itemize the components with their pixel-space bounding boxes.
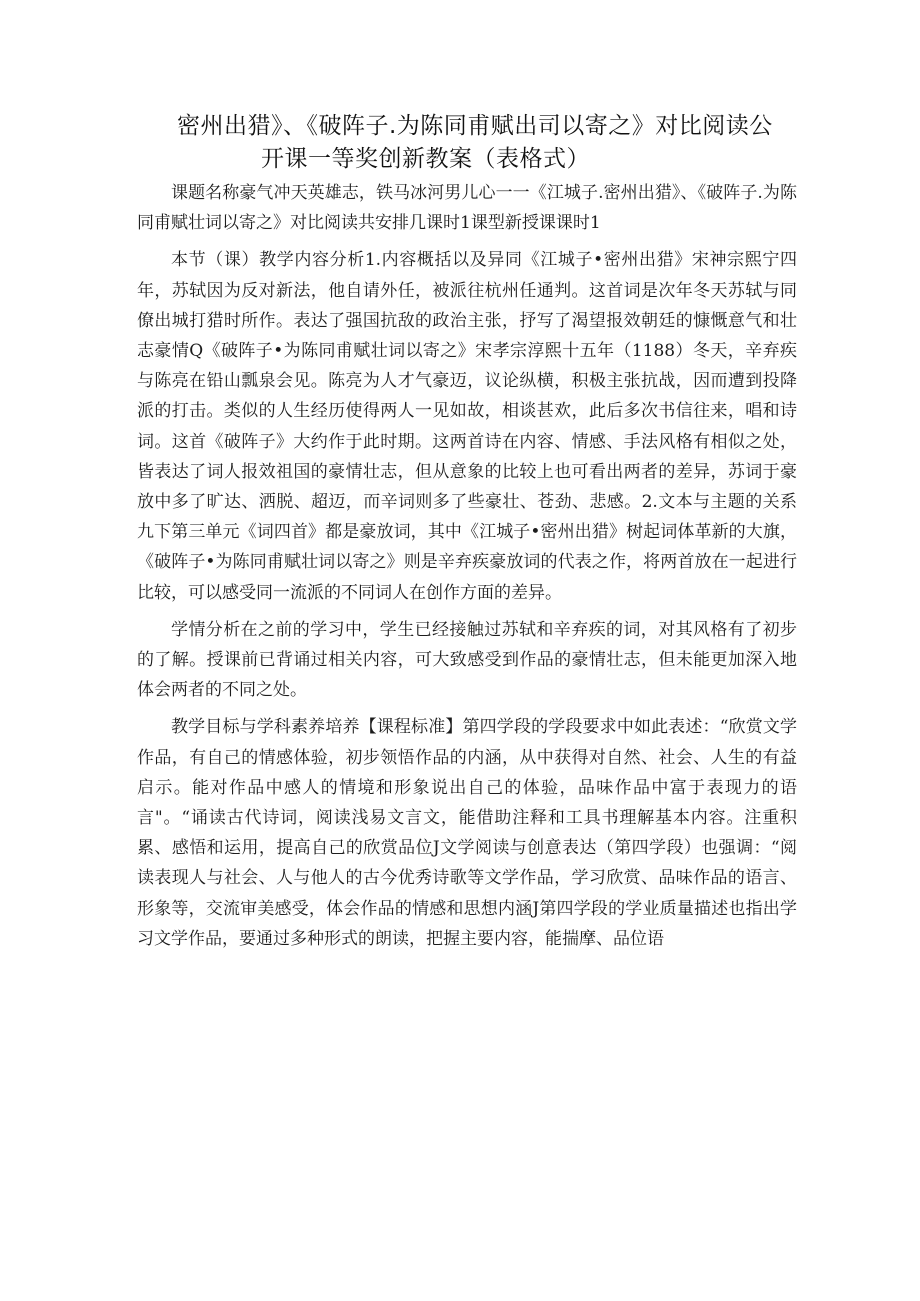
title-line-1: 密州出猎》、《破阵子.为陈同甫赋出司以寄之》对比阅读公 — [177, 113, 773, 139]
paragraph-teaching-goals: 教学目标与学科素养培养【课程标准】第四学段的学段要求中如此表述：“欣赏文学作品，有自己的情感体验，初步领悟作品的内涵，从中获得对自然、社会、人生的有益启示。能对作品中感人的情境和形象说出自己的体验，品味作品中富于表现力的语言"。“诵读古代诗词，阅读浅易文言文，能借助注释和工具书理解基本内容。注重积累、感悟和运用，提高自己的欣赏品位J文学阅读与创意表达（第四学段）也强调：“阅读表现人与社会、人与他人的古今优秀诗歌等文学作品，学习欣赏、品味作品的语言、形象等，交流审美感受，体会作品的情感和思想内涵J第四学段的学业质量描述也指出学习文学作品，要通过多种形式的朗读，把握主要内容，能揣摩、品位语 — [137, 717, 797, 949]
title-line-2: 开课一等奖创新教案（表格式） — [261, 146, 590, 172]
paragraph-course-info: 课题名称豪气冲天英雄志，铁马冰河男儿心一一《江城子.密州出猎》、《破阵子.为陈同甫赋壮词以寄之》对比阅读共安排几课时1课型新授课课时1 — [137, 183, 797, 234]
paragraph-content-analysis: 本节（课）教学内容分析1.内容概括以及异同《江城子•密州出猎》宋神宗熙宁四年，苏轼因为反对新法，他自请外任，被派往杭州任通判。这首词是次年冬天苏轼与同僚出城打猎时所作。表达了强国抗敌的政治主张，抒写了渴望报效朝廷的慷慨意气和壮志豪情Q《破阵子•为陈同甫赋壮词以寄之》宋孝宗淳熙十五年（1188）冬天，辛弃疾与陈亮在铅山瓢泉会见。陈亮为人才气豪迈，议论纵横，积极主张抗战，因而遭到投降派的打击。类似的人生经历使得两人一见如故，相谈甚欢，此后多次书信往来，唱和诗词。这首《破阵子》大约作于此时期。这两首诗在内容、情感、手法风格有相似之处，皆表达了词人报效祖国的豪情壮志，但从意象的比较上也可看出两者的差异，苏词于豪放中多了旷达、洒脱、超迈，而辛词则多了些豪壮、苍劲、悲感。2.文本与主题的关系九下第三单元《词四首》都是豪放词，其中《江城子•密州出猎》树起词体革新的大旗，《破阵子•为陈同甫赋壮词以寄之》则是辛弃疾豪放词的代表之作，将两首放在一起进行比较，可以感受同一流派的不同词人在创作方面的差异。 — [137, 250, 797, 603]
document-body — [137, 178, 797, 961]
paragraph-learner-analysis: 学情分析在之前的学习中，学生已经接触过苏轼和辛弃疾的词，对其风格有了初步的了解。授课前已背诵过相关内容，可大致感受到作品的豪情壮志，但未能更加深入地体会两者的不同之处。 — [137, 619, 797, 701]
document-title — [165, 110, 805, 176]
